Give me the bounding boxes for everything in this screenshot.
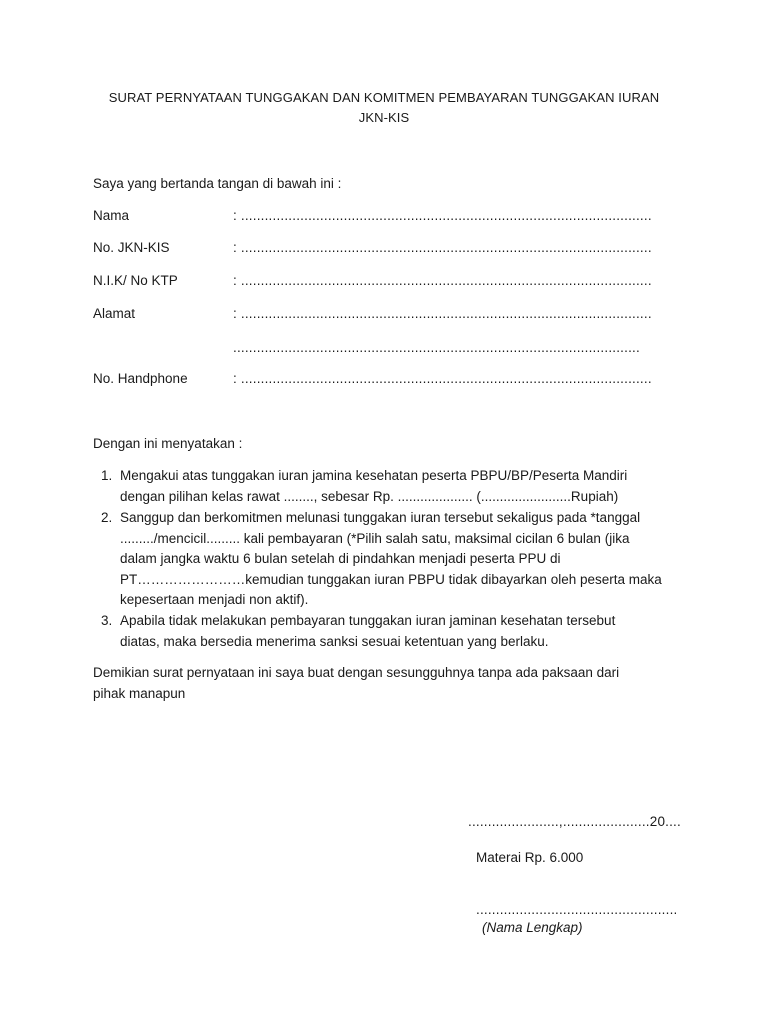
intro-text: Saya yang bertanda tangan di bawah ini : bbox=[93, 176, 342, 191]
field-label-handphone: No. Handphone bbox=[93, 371, 188, 386]
field-value-alamat-continued: ....................................................................................................... bbox=[233, 340, 640, 355]
full-name-label: (Nama Lengkap) bbox=[482, 920, 583, 935]
field-row-nama bbox=[93, 208, 693, 226]
field-value-nama: : ........................................................................................................ bbox=[233, 208, 652, 223]
field-label-alamat: Alamat bbox=[93, 306, 136, 321]
field-row-alamat-continued bbox=[93, 340, 693, 358]
field-row-nik bbox=[93, 273, 693, 291]
list-line: dalam jangka waktu 6 bulan setelah di pindahkan menjadi peserta PPU di bbox=[120, 551, 561, 566]
list-number: 2. bbox=[101, 510, 113, 525]
field-value-handphone: : ........................................................................................................ bbox=[233, 371, 652, 386]
signature-line: ................................................... bbox=[476, 902, 678, 917]
document-title-line-2: JKN-KIS bbox=[358, 110, 410, 125]
list-line: Sanggup dan berkomitmen melunasi tunggakan iuran tersebut sekaligus pada *tanggal bbox=[120, 510, 641, 525]
list-number: 3. bbox=[101, 613, 113, 628]
field-label-nik: N.I.K/ No KTP bbox=[93, 273, 178, 288]
closing-line-1: Demikian surat pernyataan ini saya buat dengan sesungguhnya tanpa ada paksaan dari bbox=[93, 665, 620, 680]
list-line: Mengakui atas tunggakan iuran jamina kesehatan peserta PBPU/BP/Peserta Mandiri bbox=[120, 468, 628, 483]
list-line: dengan pilihan kelas rawat ........, sebesar Rp. .................... (........................Rupiah) bbox=[120, 489, 619, 504]
field-value-jkn-kis: : ........................................................................................................ bbox=[233, 240, 652, 255]
field-label-jkn-kis: No. JKN-KIS bbox=[93, 240, 170, 255]
materai-label: Materai Rp. 6.000 bbox=[476, 850, 584, 865]
closing-line-2: pihak manapun bbox=[93, 686, 186, 701]
list-line: Apabila tidak melakukan pembayaran tunggakan iuran jaminan kesehatan tersebut bbox=[120, 613, 616, 628]
field-value-nik: : ........................................................................................................ bbox=[233, 273, 652, 288]
field-row-jkn-kis bbox=[93, 240, 693, 258]
list-line: diatas, maka bersedia menerima sanksi sesuai ketentuan yang berlaku. bbox=[120, 634, 549, 649]
field-value-alamat: : ........................................................................................................ bbox=[233, 306, 652, 321]
field-row-alamat bbox=[93, 306, 693, 324]
list-number: 1. bbox=[101, 468, 113, 483]
field-row-handphone bbox=[93, 371, 693, 389]
list-line: kepesertaan menjadi non aktif). bbox=[120, 592, 309, 607]
list-line: ........./mencicil......... kali pembayaran (*Pilih salah satu, maksimal cicilan 6 bulan (jika bbox=[120, 531, 630, 546]
signature-place-date: .......................,......................20.... bbox=[468, 814, 681, 829]
list-line: PT……………………kemudian tunggakan iuran PBPU tidak dibayarkan oleh peserta maka bbox=[120, 572, 662, 587]
document-title-line-1: SURAT PERNYATAAN TUNGGAKAN DAN KOMITMEN PEMBAYARAN TUNGGAKAN IURAN bbox=[108, 90, 660, 105]
declaration-heading: Dengan ini menyatakan : bbox=[93, 436, 243, 451]
field-label-nama: Nama bbox=[93, 208, 130, 223]
